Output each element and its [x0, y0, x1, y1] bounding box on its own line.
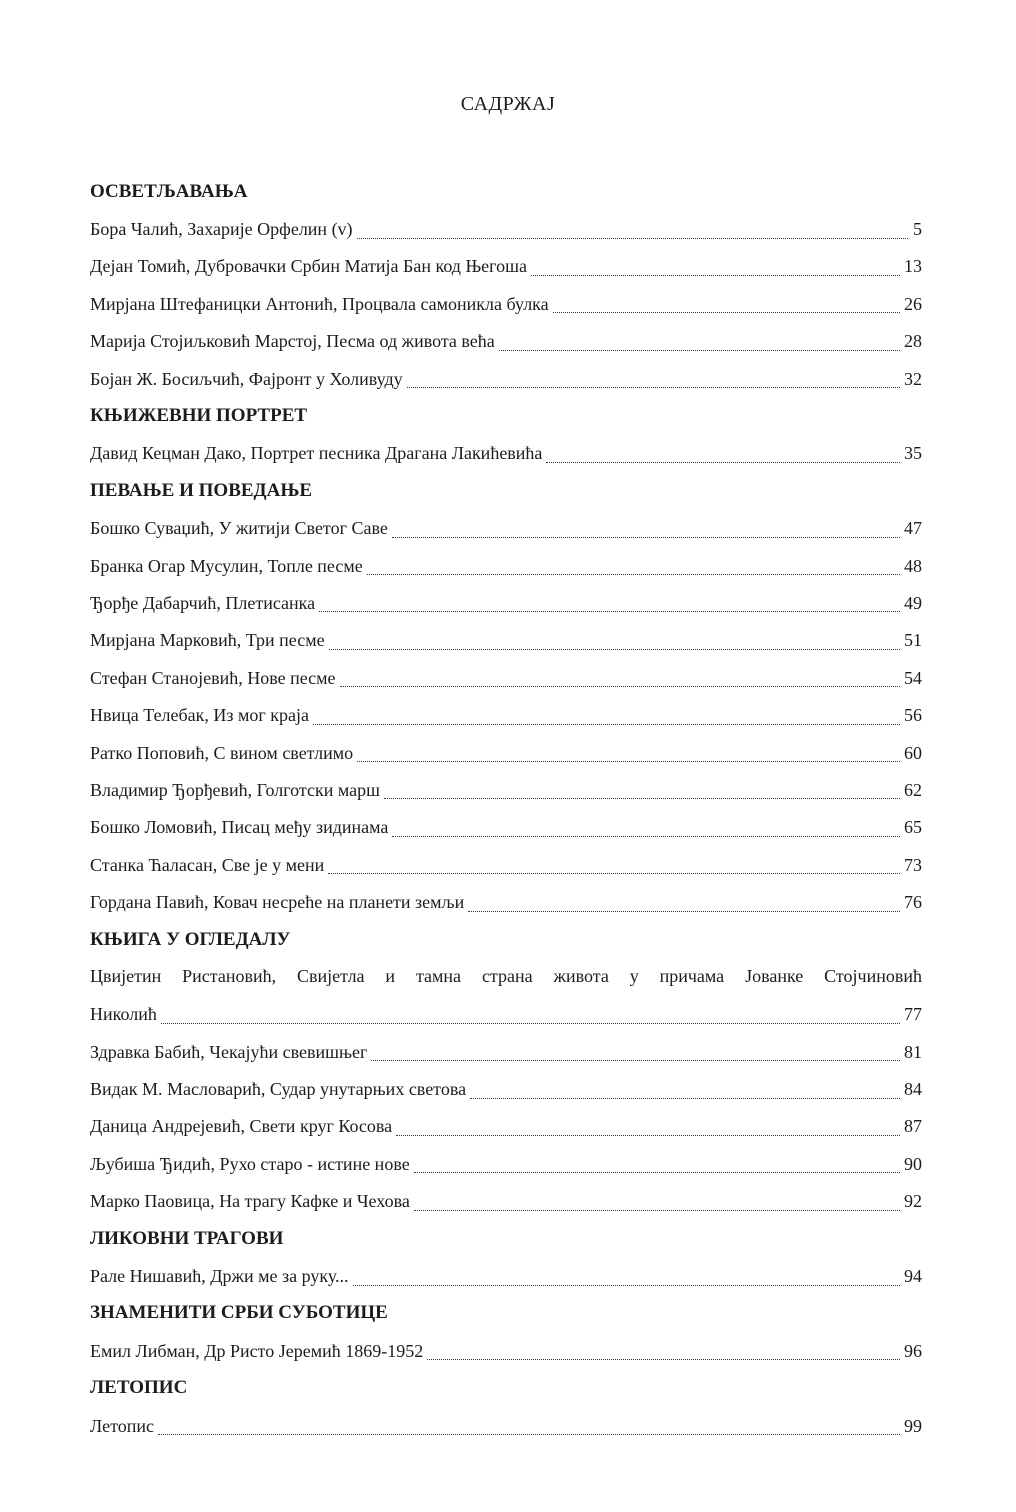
toc-entry[interactable] — [90, 1332, 922, 1369]
dot-leader — [553, 298, 900, 313]
section-heading: ПЕВАЊЕ И ПОВЕДАЊЕ — [90, 479, 313, 501]
entry-title: Видак М. Масловарић, Судар унутарњих светова — [90, 1079, 467, 1100]
toc-section — [90, 173, 922, 397]
page-number: 26 — [904, 293, 922, 314]
page-number: 84 — [904, 1079, 922, 1100]
toc-entry[interactable] — [90, 323, 922, 360]
page-number: 47 — [904, 518, 922, 539]
entry-title: Давид Кецман Дако, Портрет песника Драгана Лакићевића — [90, 443, 543, 464]
page-number: 13 — [904, 256, 922, 277]
section-heading: КЊИГА У ОГЛЕДАЛУ — [90, 928, 291, 950]
entry-title: Здравка Бабић, Чекајући свевишњег — [90, 1041, 368, 1062]
toc-entry[interactable] — [90, 696, 922, 733]
dot-leader — [367, 560, 900, 575]
toc-entry[interactable] — [90, 1183, 922, 1220]
dot-leader — [468, 897, 900, 912]
toc-entry[interactable] — [90, 622, 922, 659]
toc-entry[interactable] — [90, 435, 922, 472]
entry-title: Ђорђе Дабарчић, Плетисанка — [90, 592, 316, 613]
toc-section — [90, 397, 922, 472]
page-number: 77 — [904, 1004, 922, 1025]
table-of-contents — [90, 173, 922, 1444]
dot-leader — [340, 672, 900, 687]
dot-leader — [414, 1196, 900, 1211]
dot-leader — [392, 523, 900, 538]
entry-title: Ратко Поповић, С вином светлимо — [90, 742, 354, 763]
dot-leader — [414, 1158, 900, 1173]
entry-continuation — [90, 996, 922, 1033]
toc-section — [90, 1295, 922, 1370]
entry-title: Мирјана Штефаницки Антонић, Процвала самоникла булка — [90, 293, 549, 314]
toc-entry[interactable] — [90, 248, 922, 285]
entry-title-line2: Николић — [90, 1004, 157, 1025]
toc-entry[interactable] — [90, 883, 922, 920]
entry-title: Дејан Томић, Дубровачки Србин Матија Бан код Његоша — [90, 256, 527, 277]
toc-entry[interactable] — [90, 1108, 922, 1145]
entry-title: Бојан Ж. Босиљчић, Фајронт у Холивуду — [90, 368, 403, 389]
page-number: 48 — [904, 555, 922, 576]
section-heading: ОСВЕТЉАВАЊА — [90, 180, 248, 202]
entry-title-line1 — [90, 958, 922, 995]
section-heading: ЗНАМЕНИТИ СРБИ СУБОТИЦЕ — [90, 1302, 388, 1324]
toc-entry[interactable] — [90, 846, 922, 883]
dot-leader — [407, 373, 900, 388]
page-number: 73 — [904, 854, 922, 875]
entry-title: Емил Либман, Др Ристо Јеремић 1869-1952 — [90, 1340, 424, 1361]
toc-entry[interactable] — [90, 1033, 922, 1070]
dot-leader — [499, 336, 900, 351]
entry-title: Мирјана Марковић, Три песме — [90, 630, 325, 651]
toc-entry[interactable] — [90, 285, 922, 322]
dot-leader — [470, 1084, 900, 1099]
page-number: 28 — [904, 331, 922, 352]
page-number: 54 — [904, 667, 922, 688]
page-number: 60 — [904, 742, 922, 763]
toc-entry[interactable] — [90, 360, 922, 397]
toc-entry[interactable] — [90, 584, 922, 621]
page-number: 5 — [913, 219, 922, 240]
dot-leader — [392, 822, 900, 837]
page-number: 32 — [904, 368, 922, 389]
section-heading: КЊИЖЕВНИ ПОРТРЕТ — [90, 405, 308, 427]
page-number: 49 — [904, 592, 922, 613]
dot-leader — [353, 1271, 900, 1286]
dot-leader — [329, 635, 900, 650]
dot-leader — [371, 1046, 900, 1061]
entry-title: Летопис — [90, 1415, 154, 1436]
entry-title: Станка Ћаласан, Све је у мени — [90, 854, 325, 875]
page-number: 56 — [904, 705, 922, 726]
entry-title: Марко Паовица, На трагу Кафке и Чехова — [90, 1191, 410, 1212]
section-heading: ЛИКОВНИ ТРАГОВИ — [90, 1227, 284, 1249]
toc-entry[interactable] — [90, 210, 922, 247]
dot-leader — [357, 224, 908, 239]
dot-leader — [384, 784, 900, 799]
page-number: 99 — [904, 1415, 922, 1436]
toc-entry-long[interactable] — [90, 958, 922, 1033]
entry-title: Бранка Огар Мусулин, Топле песме — [90, 555, 363, 576]
toc-entry[interactable] — [90, 1257, 922, 1294]
entry-title: Владимир Ђорђевић, Голготски марш — [90, 779, 380, 800]
entry-title: Марија Стојиљковић Марстој, Песма од живота већа — [90, 331, 495, 352]
page-number: 62 — [904, 779, 922, 800]
page-title: САДРЖАЈ — [460, 93, 556, 115]
entry-title: Цвијетин Ристановић, Свијетла и тамна страна живота у причама Јованке Стојчиновић — [90, 966, 922, 987]
page-number: 87 — [904, 1116, 922, 1137]
toc-entry[interactable] — [90, 547, 922, 584]
entry-title: Гордана Павић, Ковач несреће на планети земљи — [90, 892, 465, 913]
dot-leader — [161, 1009, 900, 1024]
entry-title: Нвица Телебак, Из мог краја — [90, 705, 310, 726]
page-number: 76 — [904, 892, 922, 913]
entry-title: Бошко Ломовић, Писац међу зидинама — [90, 817, 389, 838]
toc-entry[interactable] — [90, 659, 922, 696]
page-number: 92 — [904, 1191, 922, 1212]
dot-leader — [546, 448, 900, 463]
page-number: 35 — [904, 443, 922, 464]
dot-leader — [396, 1121, 900, 1136]
dot-leader — [357, 747, 900, 762]
toc-entry[interactable] — [90, 771, 922, 808]
dot-leader — [158, 1420, 900, 1435]
dot-leader — [313, 710, 900, 725]
section-heading: ЛЕТОПИС — [90, 1377, 188, 1399]
toc-entry[interactable] — [90, 1070, 922, 1107]
page-number: 90 — [904, 1153, 922, 1174]
page-number: 65 — [904, 817, 922, 838]
toc-section — [90, 1220, 922, 1295]
page-number: 51 — [904, 630, 922, 651]
dot-leader — [328, 859, 900, 874]
page-number: 96 — [904, 1340, 922, 1361]
toc-section — [90, 1370, 922, 1445]
entry-title: Љубиша Ђидић, Рухо старо - истине нове — [90, 1153, 410, 1174]
toc-entry[interactable] — [90, 510, 922, 547]
toc-entry[interactable] — [90, 734, 922, 771]
toc-entry[interactable] — [90, 1407, 922, 1444]
toc-entry[interactable] — [90, 1145, 922, 1182]
entry-title: Рале Нишавић, Држи ме за руку... — [90, 1266, 349, 1287]
dot-leader — [427, 1345, 900, 1360]
page-number: 94 — [904, 1266, 922, 1287]
entry-title: Даница Андрејевић, Свети круг Косова — [90, 1116, 393, 1137]
page-number: 81 — [904, 1041, 922, 1062]
toc-section — [90, 921, 922, 1220]
entry-title: Стефан Станојевић, Нове песме — [90, 667, 336, 688]
dot-leader — [531, 261, 900, 276]
entry-title: Бошко Суваџић, У житији Светог Саве — [90, 518, 388, 539]
toc-entry[interactable] — [90, 809, 922, 846]
dot-leader — [319, 597, 900, 612]
toc-section — [90, 472, 922, 921]
entry-title: Бора Чалић, Захарије Орфелин (v) — [90, 219, 353, 240]
